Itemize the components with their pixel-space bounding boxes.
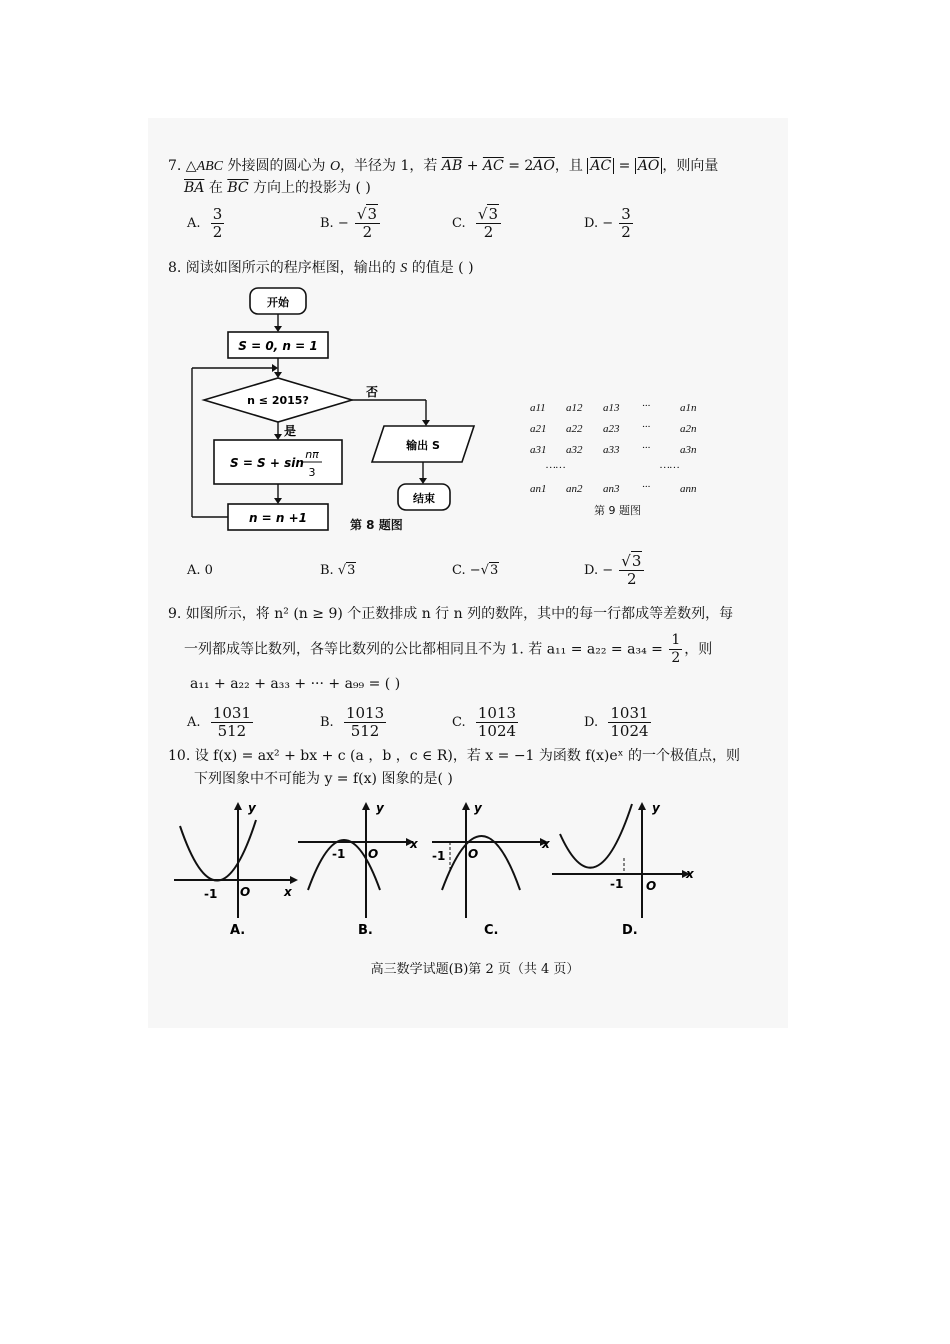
matrix-cell: a3n [680, 444, 697, 456]
matrix-cell: ··· [642, 421, 651, 433]
matrix-cell: ··· [642, 400, 651, 412]
flow-end-text: 结束 [413, 492, 435, 505]
flow-body-den: 3 [308, 466, 316, 479]
flow-init-text: S = 0, n = 1 [238, 339, 318, 353]
q7-line2: $\overline{BA}$ 在 $\overline{BC}$ 方向上的投影为 ( ) [184, 180, 371, 196]
matrix-cell: a1n [680, 402, 697, 414]
matrix-caption: 第 9 题图 [594, 504, 641, 517]
matrix-cell: a12 [566, 402, 583, 414]
q7-option-a[interactable]: A. $\frac{3}{2}$ [187, 205, 223, 241]
q9-line2: 一列都成等比数列，各等比数列的公比都相同且不为 1. 若 a₁₁ = a₂₂ = a₃₄ = $\frac{1}{2}$ ，则 [184, 632, 713, 666]
matrix-cell: a33 [603, 444, 620, 456]
svg-text:y: y [474, 801, 482, 815]
flow-incr-text: n = n +1 [248, 511, 308, 525]
matrix-cell: ··· [642, 481, 651, 493]
svg-text:A.: A. [230, 923, 246, 938]
q9-option-b[interactable]: B. $\frac{1013}{512}$ [320, 704, 385, 740]
svg-text:y: y [652, 801, 660, 815]
matrix-cell: a23 [603, 423, 620, 435]
matrix-cell: a2n [680, 423, 697, 435]
q9-line3: a₁₁ + a₂₂ + a₃₃ + ··· + a₉₉ = ( ) [190, 676, 401, 692]
svg-text:B.: B. [358, 923, 373, 938]
matrix-dots: …… [660, 459, 680, 471]
q7-option-d[interactable]: D. − $\frac{3}{2}$ [584, 205, 631, 241]
svg-text:C.: C. [484, 923, 499, 938]
flow-start-text: 开始 [267, 296, 289, 309]
svg-text:y: y [376, 801, 384, 815]
svg-text:-1: -1 [204, 887, 218, 901]
matrix-cell: an1 [530, 483, 547, 495]
q7-option-b[interactable]: B. − $\frac{√3}{2}$ [320, 206, 382, 241]
q9-option-a[interactable]: A. $\frac{1031}{512}$ [187, 704, 251, 740]
q9-option-d[interactable]: D. $\frac{1031}{1024}$ [584, 704, 649, 740]
q8-option-d[interactable]: D. − $\frac{√3}{2}$ [584, 553, 646, 588]
page-footer: 高三数学试题(B)第 2 页（共 4 页） [370, 962, 580, 977]
svg-text:-1: -1 [332, 847, 346, 861]
matrix-cell: an2 [566, 483, 583, 495]
svg-text:D.: D. [622, 923, 638, 938]
q7-option-c[interactable]: C. $\frac{√3}{2}$ [452, 206, 503, 241]
matrix-cell: ··· [642, 442, 651, 454]
svg-text:O: O [368, 847, 379, 861]
matrix-cell: a13 [603, 402, 620, 414]
graph-d [550, 798, 700, 940]
flow-body-text: S = S + sin [230, 456, 304, 470]
flow-body-num: nπ [305, 448, 319, 461]
q10-line1: 10. 设 f(x) = ax² + bx + c (a ，b ，c ∈ R)，若 x = −1 为函数 f(x)eˣ 的一个极值点，则 [168, 748, 741, 764]
matrix-cell: a11 [530, 402, 546, 414]
graph-a [170, 798, 300, 940]
svg-text:y: y [248, 801, 256, 815]
svg-text:-1: -1 [610, 877, 624, 891]
svg-text:-1: -1 [432, 849, 446, 863]
svg-text:x: x [410, 837, 418, 851]
flow-yes-label: 是 [284, 424, 297, 438]
matrix-cell: a31 [530, 444, 547, 456]
q8-option-c[interactable]: C. −√3 [452, 563, 499, 578]
graph-b [294, 798, 430, 940]
q8-stem: 8. 阅读如图所示的程序框图，输出的 S 的值是 ( ) [168, 260, 474, 276]
flowchart [180, 282, 500, 542]
q9-line1: 9. 如图所示，将 n² (n ≥ 9) 个正数排成 n 行 n 列的数阵，其中的每一行都成等差数列，每 [168, 606, 734, 622]
svg-text:O: O [468, 847, 479, 861]
svg-text:x: x [542, 837, 550, 851]
svg-text:O: O [240, 885, 251, 899]
matrix-cell: a22 [566, 423, 583, 435]
matrix-cell: ann [680, 483, 697, 495]
matrix-cell: a32 [566, 444, 583, 456]
flow-output-text: 输出 S [406, 439, 440, 452]
graph-c [428, 798, 558, 940]
flowchart-caption: 第 8 题图 [350, 518, 403, 532]
svg-text:O: O [646, 879, 657, 893]
svg-text:x: x [686, 867, 694, 881]
matrix-cell: a21 [530, 423, 547, 435]
q8-option-b[interactable]: B. √3 [320, 563, 356, 578]
q8-option-a[interactable]: A. 0 [187, 563, 213, 578]
q10-line2: 下列图象中不可能为 y = f(x) 图象的是( ) [194, 771, 453, 787]
matrix-dots: …… [546, 459, 566, 471]
flow-no-label: 否 [366, 385, 379, 399]
q7-line1: 7. △ABC 外接圆的圆心为 O，半径为 1，若 $\overline{AB} + \overline{AC} = 2\overline{AO}$，且 $\overline{AC} = \overline{AO}$ ，则向量 [168, 158, 719, 174]
matrix-cell: an3 [603, 483, 620, 495]
svg-text:x: x [284, 885, 292, 899]
q9-option-c[interactable]: C. $\frac{1013}{1024}$ [452, 704, 517, 740]
flow-cond-text: n ≤ 2015? [247, 394, 309, 407]
